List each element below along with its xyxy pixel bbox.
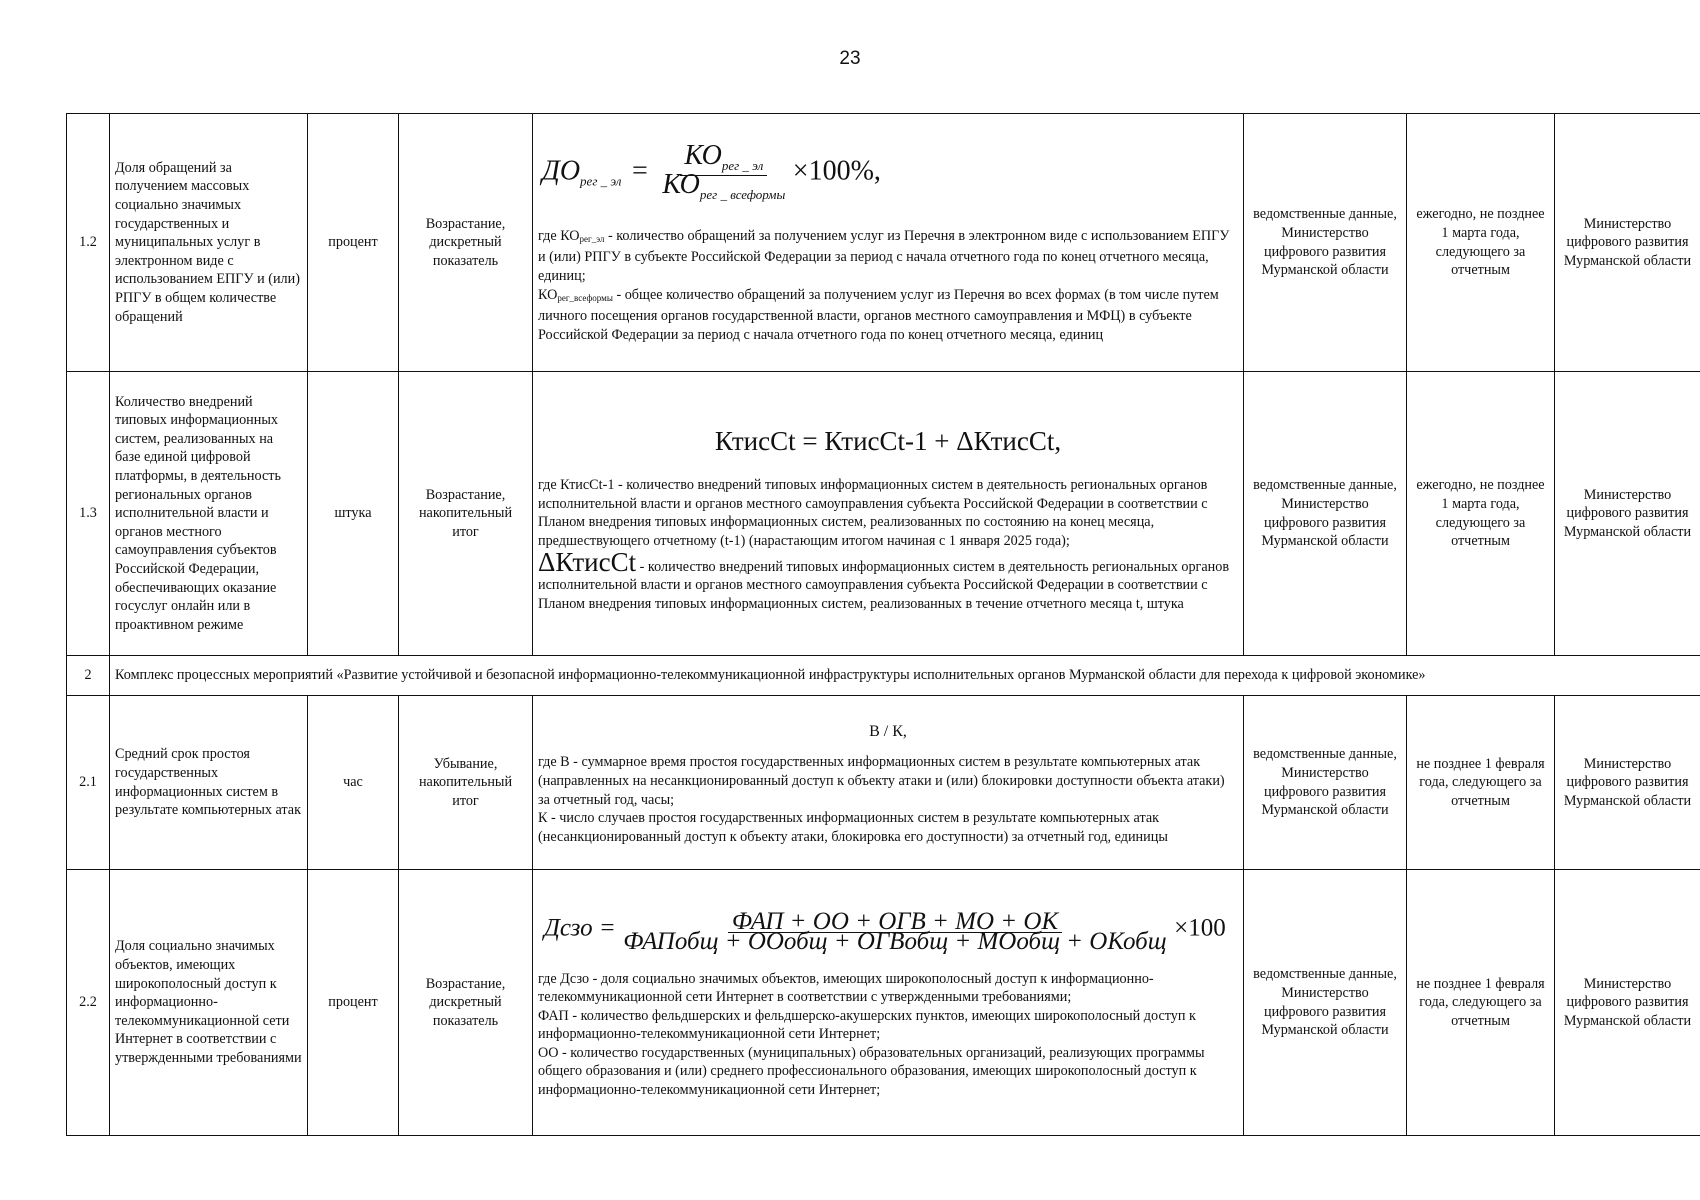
calculation-method <box>533 696 1244 870</box>
row-number: 1.2 <box>67 114 110 372</box>
deadline-cell: не позднее 1 февраля года, следующего за отчетным <box>1407 696 1555 870</box>
formula-lhs-sub: рег _ эл <box>580 172 622 188</box>
row-number: 2.2 <box>67 870 110 1136</box>
formula-fraction <box>658 139 789 205</box>
explanation-ko-reg-all <box>538 286 1238 345</box>
table-row <box>67 114 1700 372</box>
formula-dszo <box>538 908 1238 955</box>
calculation-method <box>533 870 1244 1136</box>
explanation-b: где В - суммарное время простоя государственных информационных систем в результате компьютерных атак (направленных на несанкционированный доступ к объекту атаки и (или) блокировки доступности объекта атаки) за отчетный год, часы; <box>538 754 1225 808</box>
table-row <box>67 372 1700 656</box>
unit-cell: процент <box>308 114 399 372</box>
row-number: 2 <box>67 656 110 696</box>
table-row <box>67 870 1700 1136</box>
var-sub: рег_всеформы <box>557 292 613 303</box>
section-title: Комплекс процессных мероприятий «Развитие устойчивой и безопасной информационно-телекоммуникационной инфраструктуры исполнительных органов Мурманской области для перехода к цифровой экономике» <box>110 656 1700 696</box>
formula-lhs: Дсзо = <box>544 914 616 942</box>
explanation-ko-reg-el: где КОрег_эл - количество обращений за получением услуг из Перечня в электронном виде с использованием ЕПГУ и (или) РПГУ в субъекте Российской Федерации за период с начала отчетного года по конец отчетного месяца, единиц; <box>538 227 1230 284</box>
formula-denominator: КО <box>662 169 700 201</box>
formula-numerator-sub: рег _ эл <box>721 157 764 173</box>
formula-denominator-sub: рег _ всеформы <box>699 187 786 203</box>
unit-cell: час <box>308 696 399 870</box>
data-source: ведомственные данные, Министерство цифрового развития Мурманской области <box>1244 114 1407 372</box>
formula-lhs: ДО <box>542 154 581 186</box>
var-name: КО <box>560 227 580 244</box>
var-sub: рег_эл <box>579 233 605 244</box>
table-row <box>67 696 1700 870</box>
var-text: - количество обращений за получением услуг из Перечня в электронном виде с использованием ЕПГУ и (или) РПГУ в субъекте Российской Федерации за период с начала отчетного года по конец отчетного месяца, единиц; <box>538 227 1230 284</box>
formula-b-k: В / К, <box>869 722 907 740</box>
formula-fraction <box>619 908 1170 955</box>
deadline-cell: ежегодно, не позднее 1 марта года, следующего за отчетным <box>1407 372 1555 656</box>
delta-ktis-text: - количество внедрений типовых информационных систем в деятельность региональных органов исполнительной власти и органов местного самоуправления субъекта Российской Федерации в соответствии с Планом внедрения типовых информационных систем, реализованных в течение отчетного месяца t, штука <box>538 558 1230 612</box>
explanation-oo: ОО - количество государственных (муниципальных) образовательных организаций, реализующих программы общего образования и (или) среднего профессионального образования, имеющих широкополосный доступ к информационно-телекоммуникационной сети Интернет; <box>538 1044 1205 1099</box>
section-row <box>67 656 1700 696</box>
formula-numerator: КО <box>684 139 722 171</box>
indicator-name: Доля социально значимых объектов, имеющих широкополосный доступ к информационно-телекоммуникационной сети Интернет в соответствии с утвержденными требованиями <box>110 870 308 1136</box>
delta-ktis-var: ΔКтисCt <box>538 546 637 577</box>
calculation-method <box>533 372 1244 656</box>
page-number: 23 <box>839 48 861 69</box>
indicators-table <box>66 113 1700 1136</box>
formula-denominator: ФАПобщ + ООобщ + ОГВобщ + МОобщ + ОКобщ <box>623 927 1167 955</box>
explanation-fap: ФАП - количество фельдшерских и фельдшерско-акушерских пунктов, имеющих широкополосный доступ к информационно-телекоммуникационной сети Интернет; <box>538 1007 1196 1043</box>
formula-numerator: ФАП + ОО + ОГВ + МО + ОК <box>728 913 1062 933</box>
deadline-cell: ежегодно, не позднее 1 марта года, следующего за отчетным <box>1407 114 1555 372</box>
indicator-name: Доля обращений за получением массовых социально значимых государственных и муниципальных услуг в электронном виде с использованием ЕПГУ и (или) РПГУ в общем количестве обращений <box>110 114 308 372</box>
row-number: 2.1 <box>67 696 110 870</box>
var-text: - общее количество обращений за получением услуг из Перечня во всех формах (в том числе путем личного посещения органов государственной власти, органов местного самоуправления и МФЦ) в субъекте Российской Федерации за период с начала отчетного года по конец отчетного месяца, единиц <box>538 286 1219 343</box>
explanation-delta-ktis <box>538 546 1238 614</box>
formula-tail: ×100 <box>1174 914 1226 942</box>
row-number: 1.3 <box>67 372 110 656</box>
var-name: КО <box>538 286 558 303</box>
calculation-method <box>533 114 1244 372</box>
unit-cell: штука <box>308 372 399 656</box>
formula-ktis: КтисCt = КтисCt-1 + ΔКтисCt, <box>714 425 1062 456</box>
dynamics-cell: Убывание, накопительный итог <box>399 696 533 870</box>
dynamics-cell: Возрастание, накопительный итог <box>399 372 533 656</box>
data-source: ведомственные данные, Министерство цифрового развития Мурманской области <box>1244 696 1407 870</box>
indicator-name: Средний срок простоя государственных информационных систем в результате компьютерных атак <box>110 696 308 870</box>
data-source: ведомственные данные, Министерство цифрового развития Мурманской области <box>1244 870 1407 1136</box>
responsible-cell: Министерство цифрового развития Мурманской области <box>1555 870 1700 1136</box>
dynamics-cell: Возрастание, дискретный показатель <box>399 870 533 1136</box>
formula-do-reg-el: ДОрег _ эл = $\frac{КО_{рег \_ эл}}{КО_{рег \_ всеформы}}$ ×100%, <box>538 147 1238 205</box>
indicator-name: Количество внедрений типовых информационных систем, реализованных на базе единой цифровой платформы, в деятельность региональных органов исполнительной власти и органов местного самоуправления субъектов Российской Федерации, обеспечивающих оказание госуслуг онлайн или в проактивном режиме <box>110 372 308 656</box>
unit-cell: процент <box>308 870 399 1136</box>
responsible-cell: Министерство цифрового развития Мурманской области <box>1555 114 1700 372</box>
data-source: ведомственные данные, Министерство цифрового развития Мурманской области <box>1244 372 1407 656</box>
dynamics-cell: Возрастание, дискретный показатель <box>399 114 533 372</box>
explanation-ktis-prev: где КтисCt-1 - количество внедрений типовых информационных систем в деятельность региональных органов исполнительной власти и органов местного самоуправления субъекта Российской Федерации в соответствии с Планом внедрения типовых информационных систем, реализованных по состоянию на конец месяца, предшествующего отчетному (t-1) (нарастающим итогом начиная с 1 января 2025 года); <box>538 477 1208 549</box>
explanation-k: К - число случаев простоя государственных информационных систем в результате компьютерных атак (несанкционированный доступ к объекту атаки, блокировка его доступности) за отчетный год, единицы <box>538 810 1168 845</box>
formula-tail: ×100%, <box>792 154 881 186</box>
responsible-cell: Министерство цифрового развития Мурманской области <box>1555 372 1700 656</box>
explanation-dszo: где Дсзо - доля социально значимых объектов, имеющих широкополосный доступ к информационно-телекоммуникационной сети Интернет в соответствии с утвержденными требованиями; <box>538 970 1154 1006</box>
deadline-cell: не позднее 1 февраля года, следующего за отчетным <box>1407 870 1555 1136</box>
responsible-cell: Министерство цифрового развития Мурманской области <box>1555 696 1700 870</box>
